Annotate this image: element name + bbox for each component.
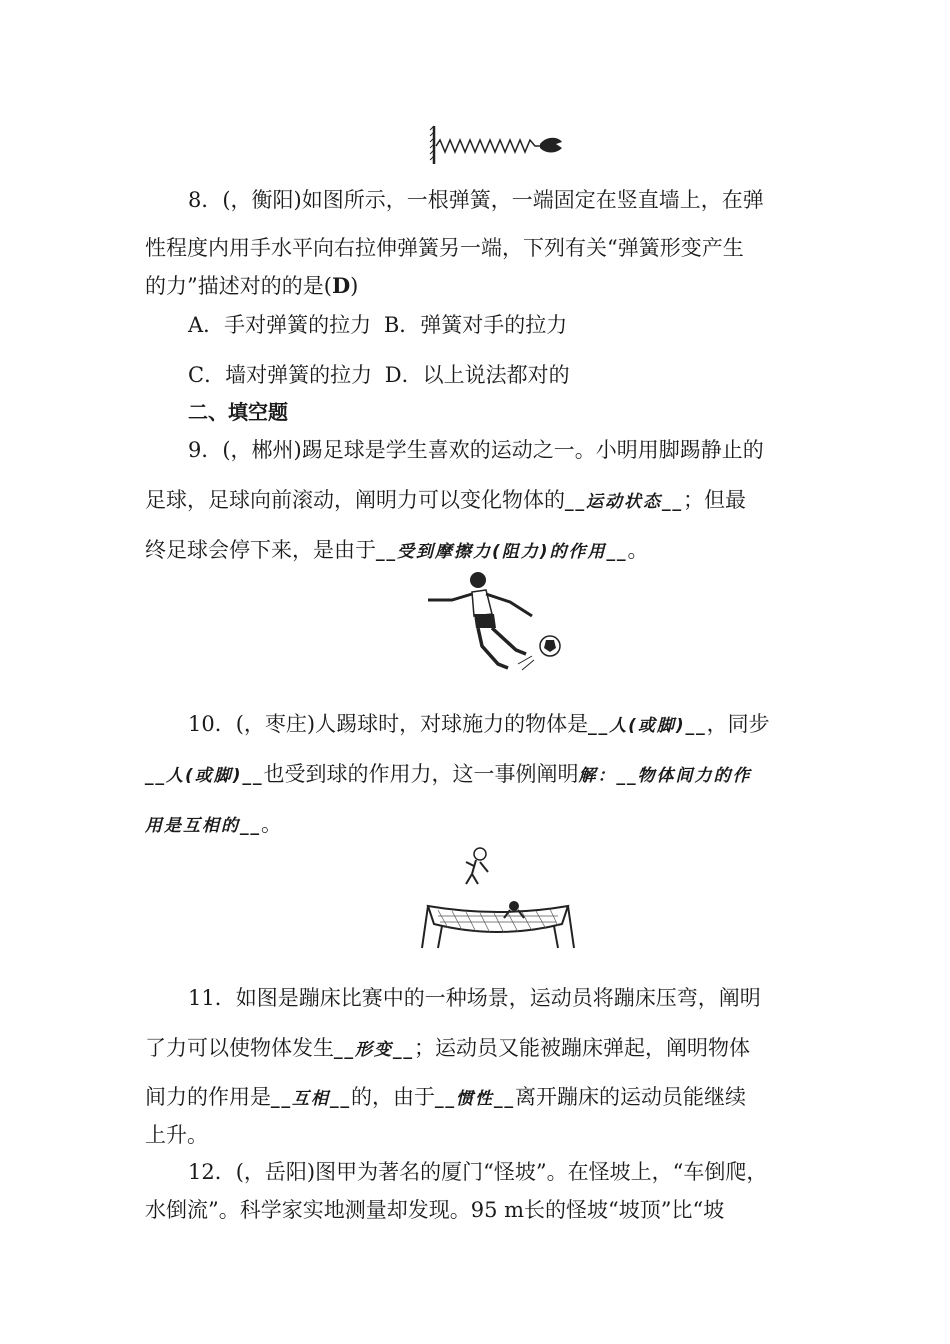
q11-answer-3: __惯性__ — [435, 1089, 515, 1109]
q9-text: 。 — [627, 538, 649, 562]
q10-text: ，同步 — [706, 712, 770, 736]
trampoline-figure — [418, 844, 578, 954]
q11-text: ；运动员又能被蹦床弹起，阐明物体 — [414, 1036, 750, 1060]
q10-line1 — [188, 710, 770, 740]
q11-line1: 11．如图是蹦床比赛中的一种场景，运动员将蹦床压弯，阐明 — [188, 986, 761, 1010]
q9-answer-1: __运动状态__ — [565, 492, 683, 512]
q11-text: 离开蹦床的运动员能继续 — [515, 1085, 746, 1109]
q11-text: 的，由于 — [351, 1085, 435, 1109]
spring-figure — [428, 122, 568, 168]
q10-text: 也受到球的作用力，这一事例阐明 — [263, 762, 579, 786]
q8-option-c: C．墙对弹簧的拉力 — [188, 363, 373, 387]
q10-text: 。 — [261, 812, 282, 836]
q10-line2 — [145, 760, 752, 790]
q10-answer-3-cont: 用是互相的__ — [145, 816, 261, 836]
q10-line3 — [145, 810, 282, 840]
q8-line1: 8．(，衡阳)如图所示，一根弹簧，一端固定在竖直墙上，在弹 — [188, 188, 764, 212]
q10-answer-3: 解：__物体间力的作 — [578, 766, 752, 786]
q11-text: 了力可以使物体发生 — [145, 1036, 334, 1060]
q11-line2 — [145, 1034, 750, 1064]
q8-options-ab — [188, 311, 567, 339]
q8-options-cd — [188, 361, 570, 389]
q11-answer-1: __形变__ — [334, 1040, 414, 1060]
q8-answer: D — [331, 273, 351, 298]
q9-text: ；但最 — [683, 488, 746, 512]
q8-line2: 性程度内用手水平向右拉伸弹簧另一端，下列有关“弹簧形变产生 — [145, 236, 744, 260]
q9-answer-2: __受到摩擦力(阻力)的作用__ — [376, 542, 628, 562]
q10-text: 10．(，枣庄)人踢球时，对球施力的物体是 — [188, 712, 589, 736]
q10-answer-2: __人(或脚)__ — [145, 766, 264, 786]
q11-answer-2: __互相__ — [271, 1089, 351, 1109]
q8-line3 — [145, 272, 358, 300]
q12-line1: 12．(，岳阳)图甲为著名的厦门“怪坡”。在怪坡上，“车倒爬， — [188, 1160, 768, 1184]
q9-text: 足球，足球向前滚动，阐明力可以变化物体的 — [145, 488, 565, 512]
section-title: 二、填空题 — [188, 400, 288, 424]
q8-option-b: B．弹簧对手的拉力 — [383, 313, 568, 337]
q10-answer-1: __人(或脚)__ — [588, 716, 707, 736]
q11-line4: 上升。 — [145, 1123, 208, 1147]
soccer-kick-figure — [422, 570, 574, 676]
q11-line3 — [145, 1083, 746, 1113]
q11-text: 间力的作用是 — [145, 1085, 271, 1109]
q9-line3 — [145, 536, 649, 566]
q12-line2: 水倒流”。科学家实地测量却发现。95 m长的怪坡“坡顶”比“坡 — [145, 1198, 725, 1222]
q8-option-d: D．以上说法都对的 — [384, 363, 570, 387]
q8-option-a: A．手对弹簧的拉力 — [188, 313, 372, 337]
q9-line2 — [145, 486, 746, 516]
q9-line1: 9．(，郴州)踢足球是学生喜欢的运动之一。小明用脚踢静止的 — [188, 438, 764, 462]
q8-stem-close: ) — [350, 274, 359, 298]
q9-text: 终足球会停下来，是由于 — [145, 538, 376, 562]
q8-stem-end: 的力”描述对的的是( — [145, 274, 332, 298]
